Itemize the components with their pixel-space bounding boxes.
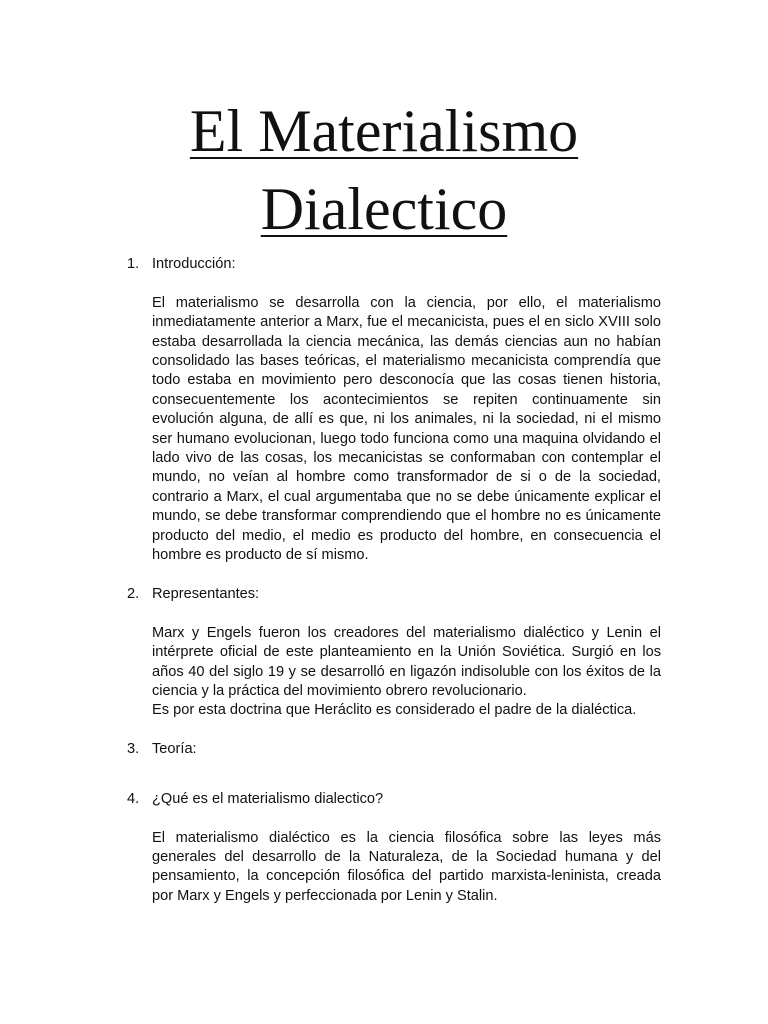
section-heading-text: Introducción:	[152, 256, 236, 272]
section-number: 3.	[127, 741, 140, 758]
section-heading	[127, 255, 661, 274]
title-line-1: El Materialismo	[189, 98, 579, 164]
section-heading	[127, 585, 661, 604]
section-number: 1.	[127, 256, 140, 272]
document-title	[0, 92, 768, 248]
section-heading-text: ¿Qué es el materialismo dialectico?	[152, 790, 384, 807]
section-number: 4.	[127, 790, 140, 807]
section-number: 2.	[127, 586, 140, 603]
section-que-es	[127, 790, 661, 906]
section-paragraph: Es por esta doctrina que Heráclito es considerado el padre de la dialéctica.	[152, 702, 637, 719]
section-teoria	[127, 740, 661, 759]
section-paragraph: El materialismo se desarrolla con la ciencia, por ello, el materialismo inmediatamente anterior a Marx, fue el mecanicista, pues el en siclo XVIII solo estaba desarrollada la ciencia mecánica, las demás ciencias aun no habían consolidado las bases teóricas, el materialismo mecanicista comprendía que todo estaba en movimiento pero desconocía que las cosas tienen historia, consecuentemente los acontecimientos se repiten continuamente sin evolución alguna, de allí es que, ni los animales, ni la sociedad, ni el mismo ser humano evolucionan, luego todo funciona como una maquina olvidando el lado vivo de las cosas, los mecanicistas se conformaban con contemplar el mundo, no veían al hombre como transformador de si o de la sociedad, contrario a Marx, el cual argumentaba que no se debe únicamente explicar el mundo, se debe transformar comprendiendo que el hombre no es únicamente producto del medio, el medio es producto del hombre, en consecuencia el hombre es producto de sí mismo.	[152, 294, 661, 564]
section-representantes	[127, 585, 661, 721]
title-line-2: Dialectico	[260, 176, 508, 242]
section-paragraph: Marx y Engels fueron los creadores del materialismo dialéctico y Lenin el intérprete oficial de este planteamiento en la Unión Soviética. Surgió en los años 40 del siglo 19 y se desarrolló en ligazón indisoluble con los éxitos de la ciencia y la práctica del movimiento obrero revolucionario.	[152, 624, 661, 700]
section-paragraph: El materialismo dialéctico es la ciencia filosófica sobre las leyes más generales del desarrollo de la Naturaleza, de la Sociedad humana y del pensamiento, la concepción filosófica del partido marxista-leninista, creada por Marx y Engels y perfeccionada por Lenin y Stalin.	[152, 829, 661, 904]
section-introduccion	[127, 255, 661, 565]
section-heading	[127, 740, 661, 759]
numbered-sections	[127, 255, 661, 906]
section-heading-text: Teoría:	[152, 741, 197, 758]
section-heading-text: Representantes:	[152, 586, 260, 603]
section-heading	[127, 790, 661, 809]
